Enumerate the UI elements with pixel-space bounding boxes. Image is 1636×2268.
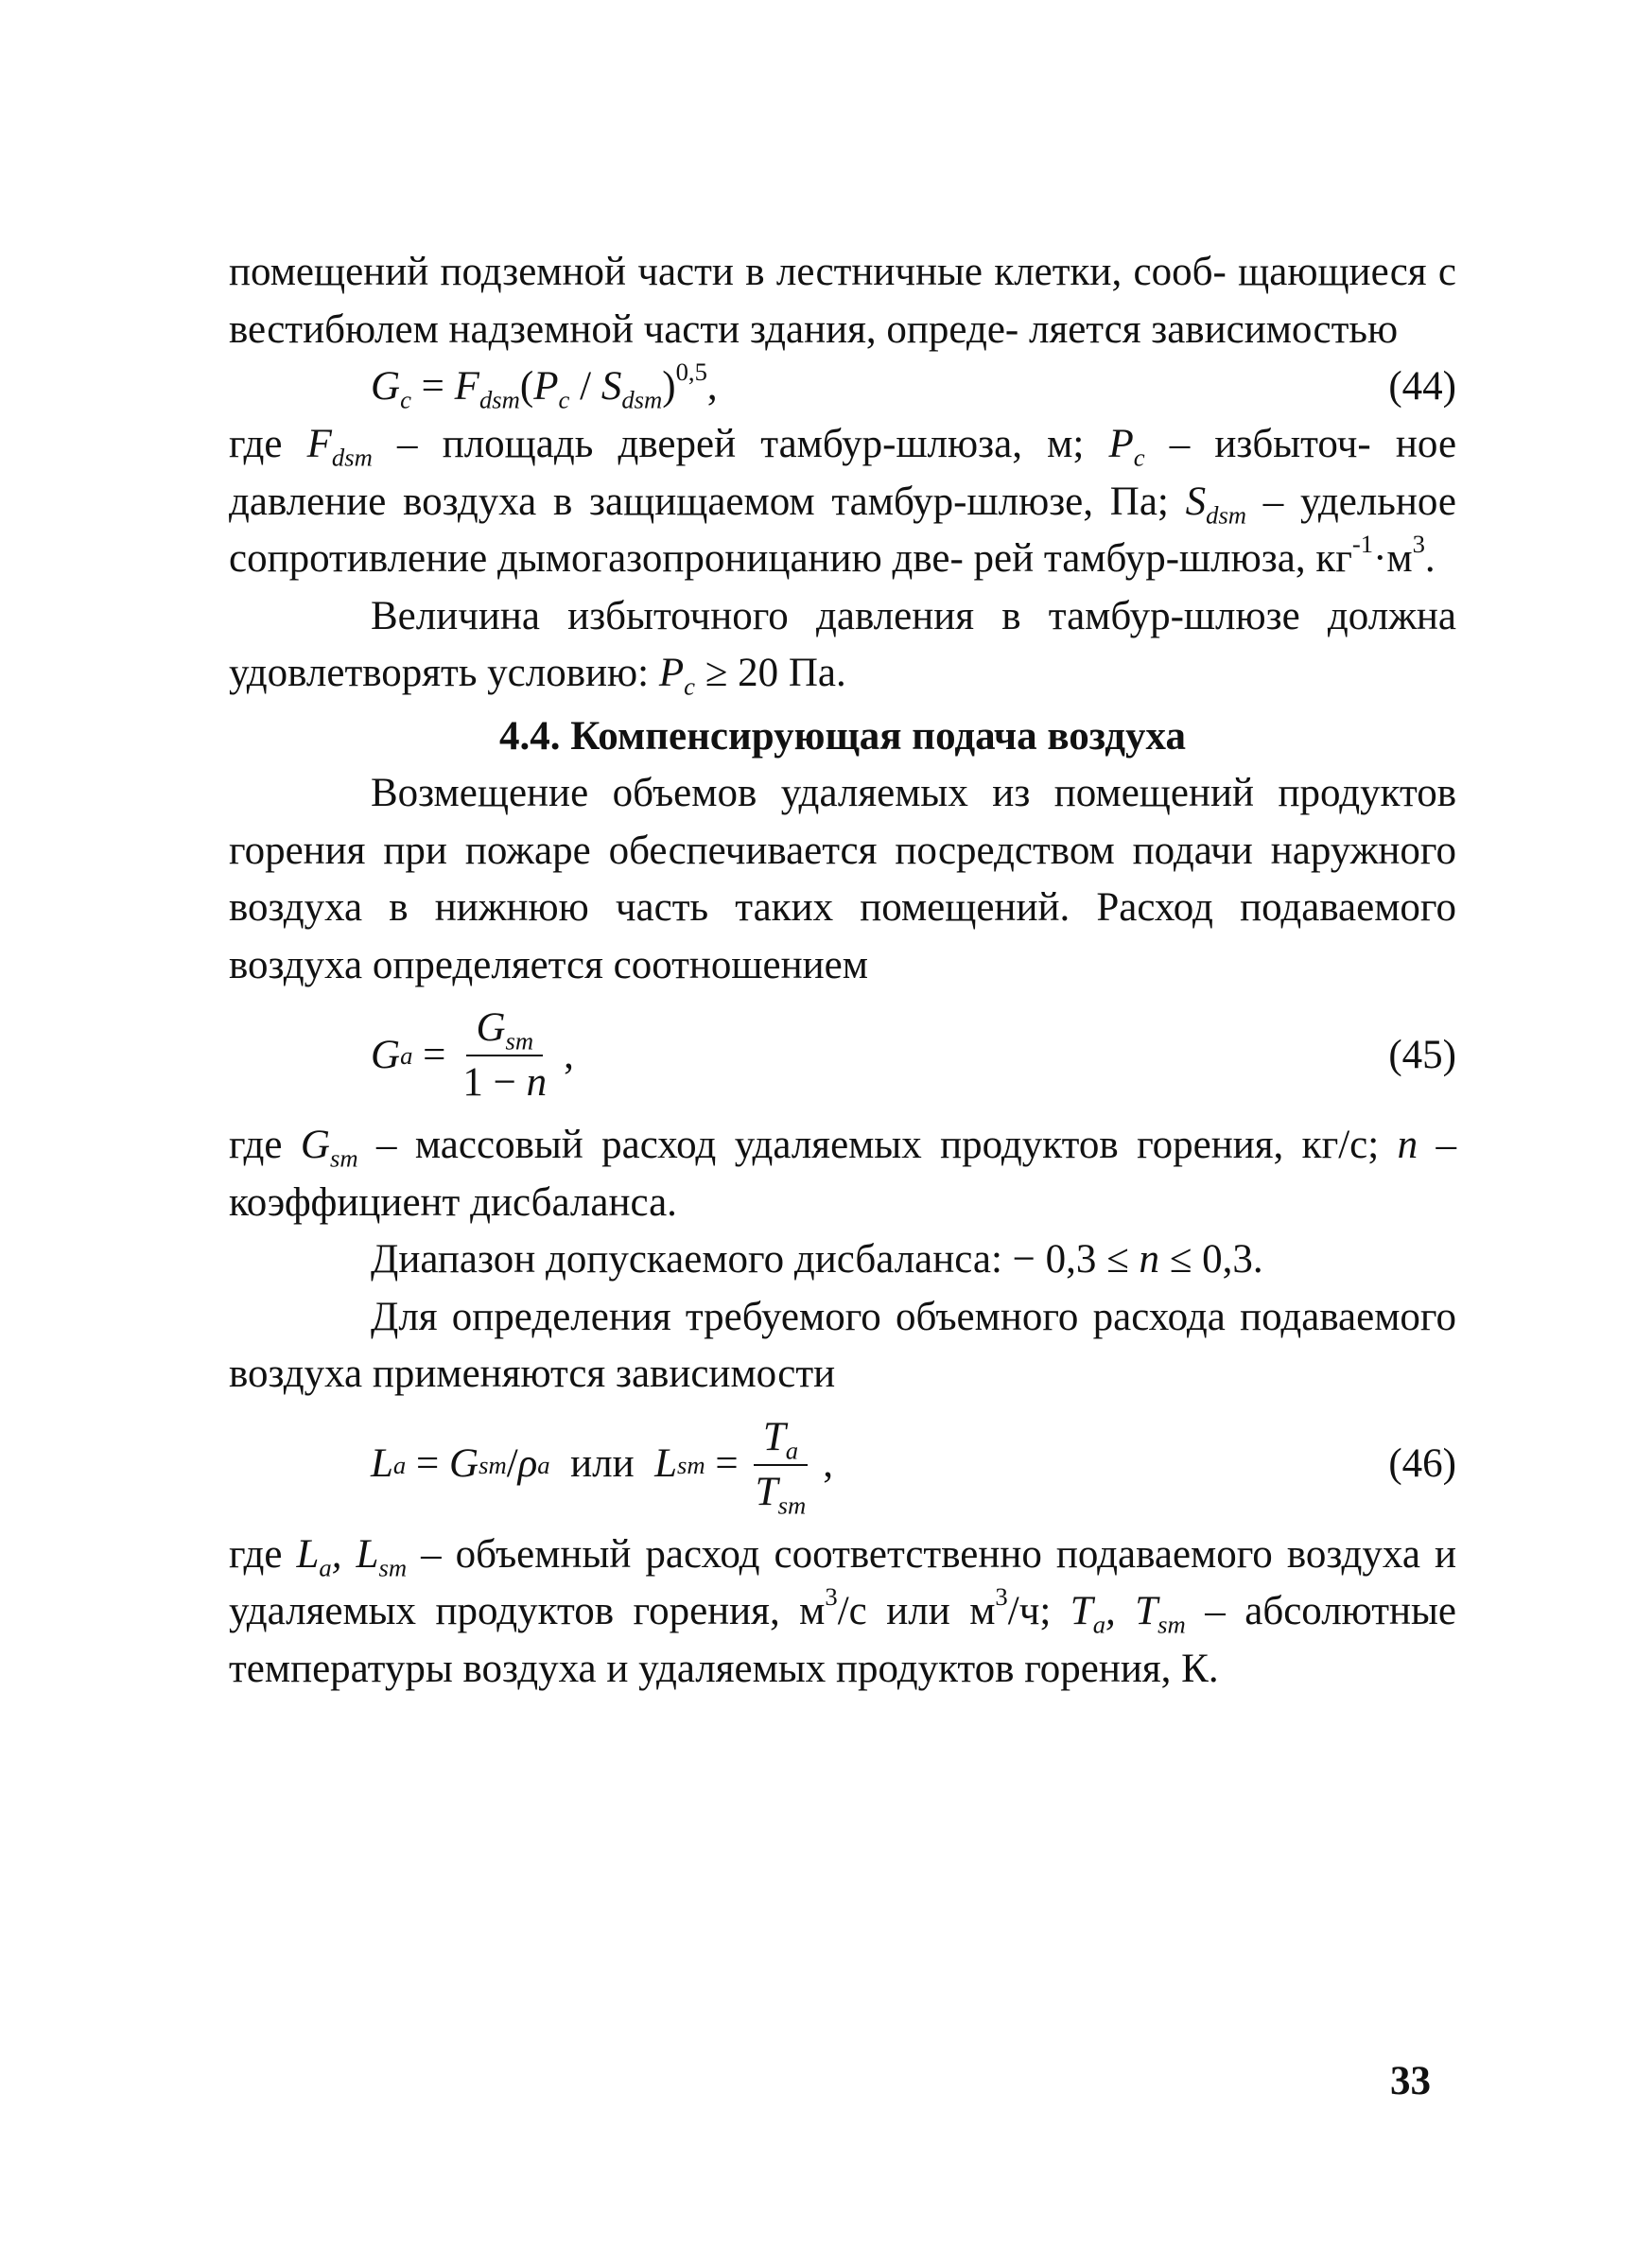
where-46-paragraph: где $L_a$, $L_{sm}$ – объемный расход соответственно подаваемого воздуха и удаляемых продуктов горения, $м^3/с$ или $м^3/ч$; $T_a$, $T_{sm}$ – абсолютные температуры воздуха и удаляемых продуктов горения, К. (229, 1531, 1457, 1691)
text-fragment: . (1424, 536, 1436, 581)
symbol: $G_{sm}$ (300, 1123, 358, 1173)
range-paragraph: Диапазон допускаемого дисбаланса: − 0,3 ≤ n ≤ 0,3. (371, 1237, 1263, 1282)
equation-45 (229, 994, 1456, 1117)
text-fragment: – объемный расход соответственно подаваемого воздуха и удаляемых продуктов горения, м (229, 1531, 1456, 1633)
text-fragment: – коэффициент дисбаланса. (229, 1123, 1457, 1225)
equation-46-formula: L a = G sm / ρ a или L sm = $\frac{T_a}{T_{sm}}$ , (371, 1404, 833, 1527)
text-fragment: Диапазон допускаемого дисбаланса: (371, 1237, 1002, 1282)
symbol: n (1397, 1123, 1418, 1167)
equation-45-formula: G a = $\frac{G_{sm}}{1 - n}$ , (371, 994, 574, 1117)
symbol: $S_{dsm}$ (1185, 479, 1247, 529)
body-text (229, 244, 1456, 1698)
symbol: $T_a$, $T_{sm}$ (1070, 1589, 1186, 1639)
paragraph-compensation: Возмещение объемов удаляемых из помещений продуктов горения при пожаре обеспечивается посредством подачи наружного воздуха в нижнюю часть таких помещений. Расход подаваемого воздуха определяется соотношением (229, 771, 1456, 987)
text-fragment: ное давление воздуха в защищаемом тамбур-шлюзе, Па; (229, 422, 1457, 524)
equation-number: (44) (1388, 364, 1456, 409)
text-fragment: ·м (1373, 536, 1413, 581)
text-fragment: – площадь дверей тамбур-шлюза, м; (372, 422, 1085, 466)
symbol: $L_a$, $L_{sm}$ (296, 1531, 408, 1581)
text-fragment: ≥ 20 Па. (705, 651, 846, 695)
text-fragment: Величина избыточного давления в тамбур-шлюзе (371, 593, 1300, 638)
symbol: $P_c$ (1108, 422, 1145, 472)
equation-44-formula: $G_c = F_{dsm}(P_c / S_{dsm})^{0,5}$, (371, 358, 718, 414)
fraction: $\frac{G_{sm}}{1 - n}$ (453, 1002, 556, 1109)
paragraph-volumetric: Для определения требуемого объемного расхода подаваемого воздуха применяются зависимости (229, 1294, 1456, 1396)
text-fragment: – массовый расход удаляемых продуктов горения, кг/с; (357, 1123, 1380, 1167)
equation-number: (45) (1388, 1032, 1456, 1077)
text-fragment: рей тамбур-шлюза, кг (973, 536, 1352, 581)
text-line: щающиеся с вестибюлем надземной части здания, опреде- (229, 250, 1456, 352)
intro-paragraph (229, 244, 1456, 358)
pressure-paragraph (229, 588, 1456, 703)
equation-46 (229, 1404, 1456, 1527)
text-line: помещений подземной части в лестничные клетки, сооб- (229, 250, 1227, 294)
fraction: $\frac{T_a}{T_{sm}}$ (746, 1411, 816, 1519)
or-word: или (570, 1441, 635, 1487)
text-fragment: где (229, 1123, 283, 1167)
symbol: $P_c$ (658, 651, 695, 701)
section-heading: 4.4. Компенсирующая подача воздуха (499, 713, 1186, 759)
equation-44 (229, 358, 1456, 416)
text-line: ляется зависимостью (1028, 306, 1399, 352)
text-fragment: ≤ 0,3. (1159, 1237, 1263, 1282)
page-number: 33 (1390, 2059, 1431, 2103)
text-fragment: – абсолютные температуры воздуха и удаляемых продуктов горения, К. (229, 1589, 1457, 1691)
equation-number: (46) (1388, 1441, 1456, 1487)
text-fragment: – удельное сопротивление дымогазопроницанию две- (229, 479, 1456, 581)
text-fragment: /ч; (1007, 1589, 1052, 1633)
text-fragment: должна удовлетворять условию: (229, 593, 1456, 695)
where-45-paragraph (229, 1117, 1456, 1231)
text-fragment: где (229, 1531, 283, 1577)
text-fragment: – избыточ- (1144, 422, 1371, 466)
symbol: $F_{dsm}$ (306, 422, 373, 472)
text-fragment: − 0,3 ≤ (1012, 1237, 1140, 1282)
where-44-paragraph: где $F_{dsm}$ – площадь дверей тамбур-шлюза, м; $P_c$ – избыточ- ное давление воздуха в защищаемом тамбур-шлюзе, Па; $S_{dsm}$ – удельное сопротивление дымогазопроницанию две- рей тамбур-шлюза, $кг^{-1}\cdot м^3$. (229, 422, 1457, 581)
text-fragment: где (229, 422, 283, 466)
text-fragment: /с или м (837, 1589, 996, 1633)
denominator-text: 1 − (462, 1060, 527, 1105)
